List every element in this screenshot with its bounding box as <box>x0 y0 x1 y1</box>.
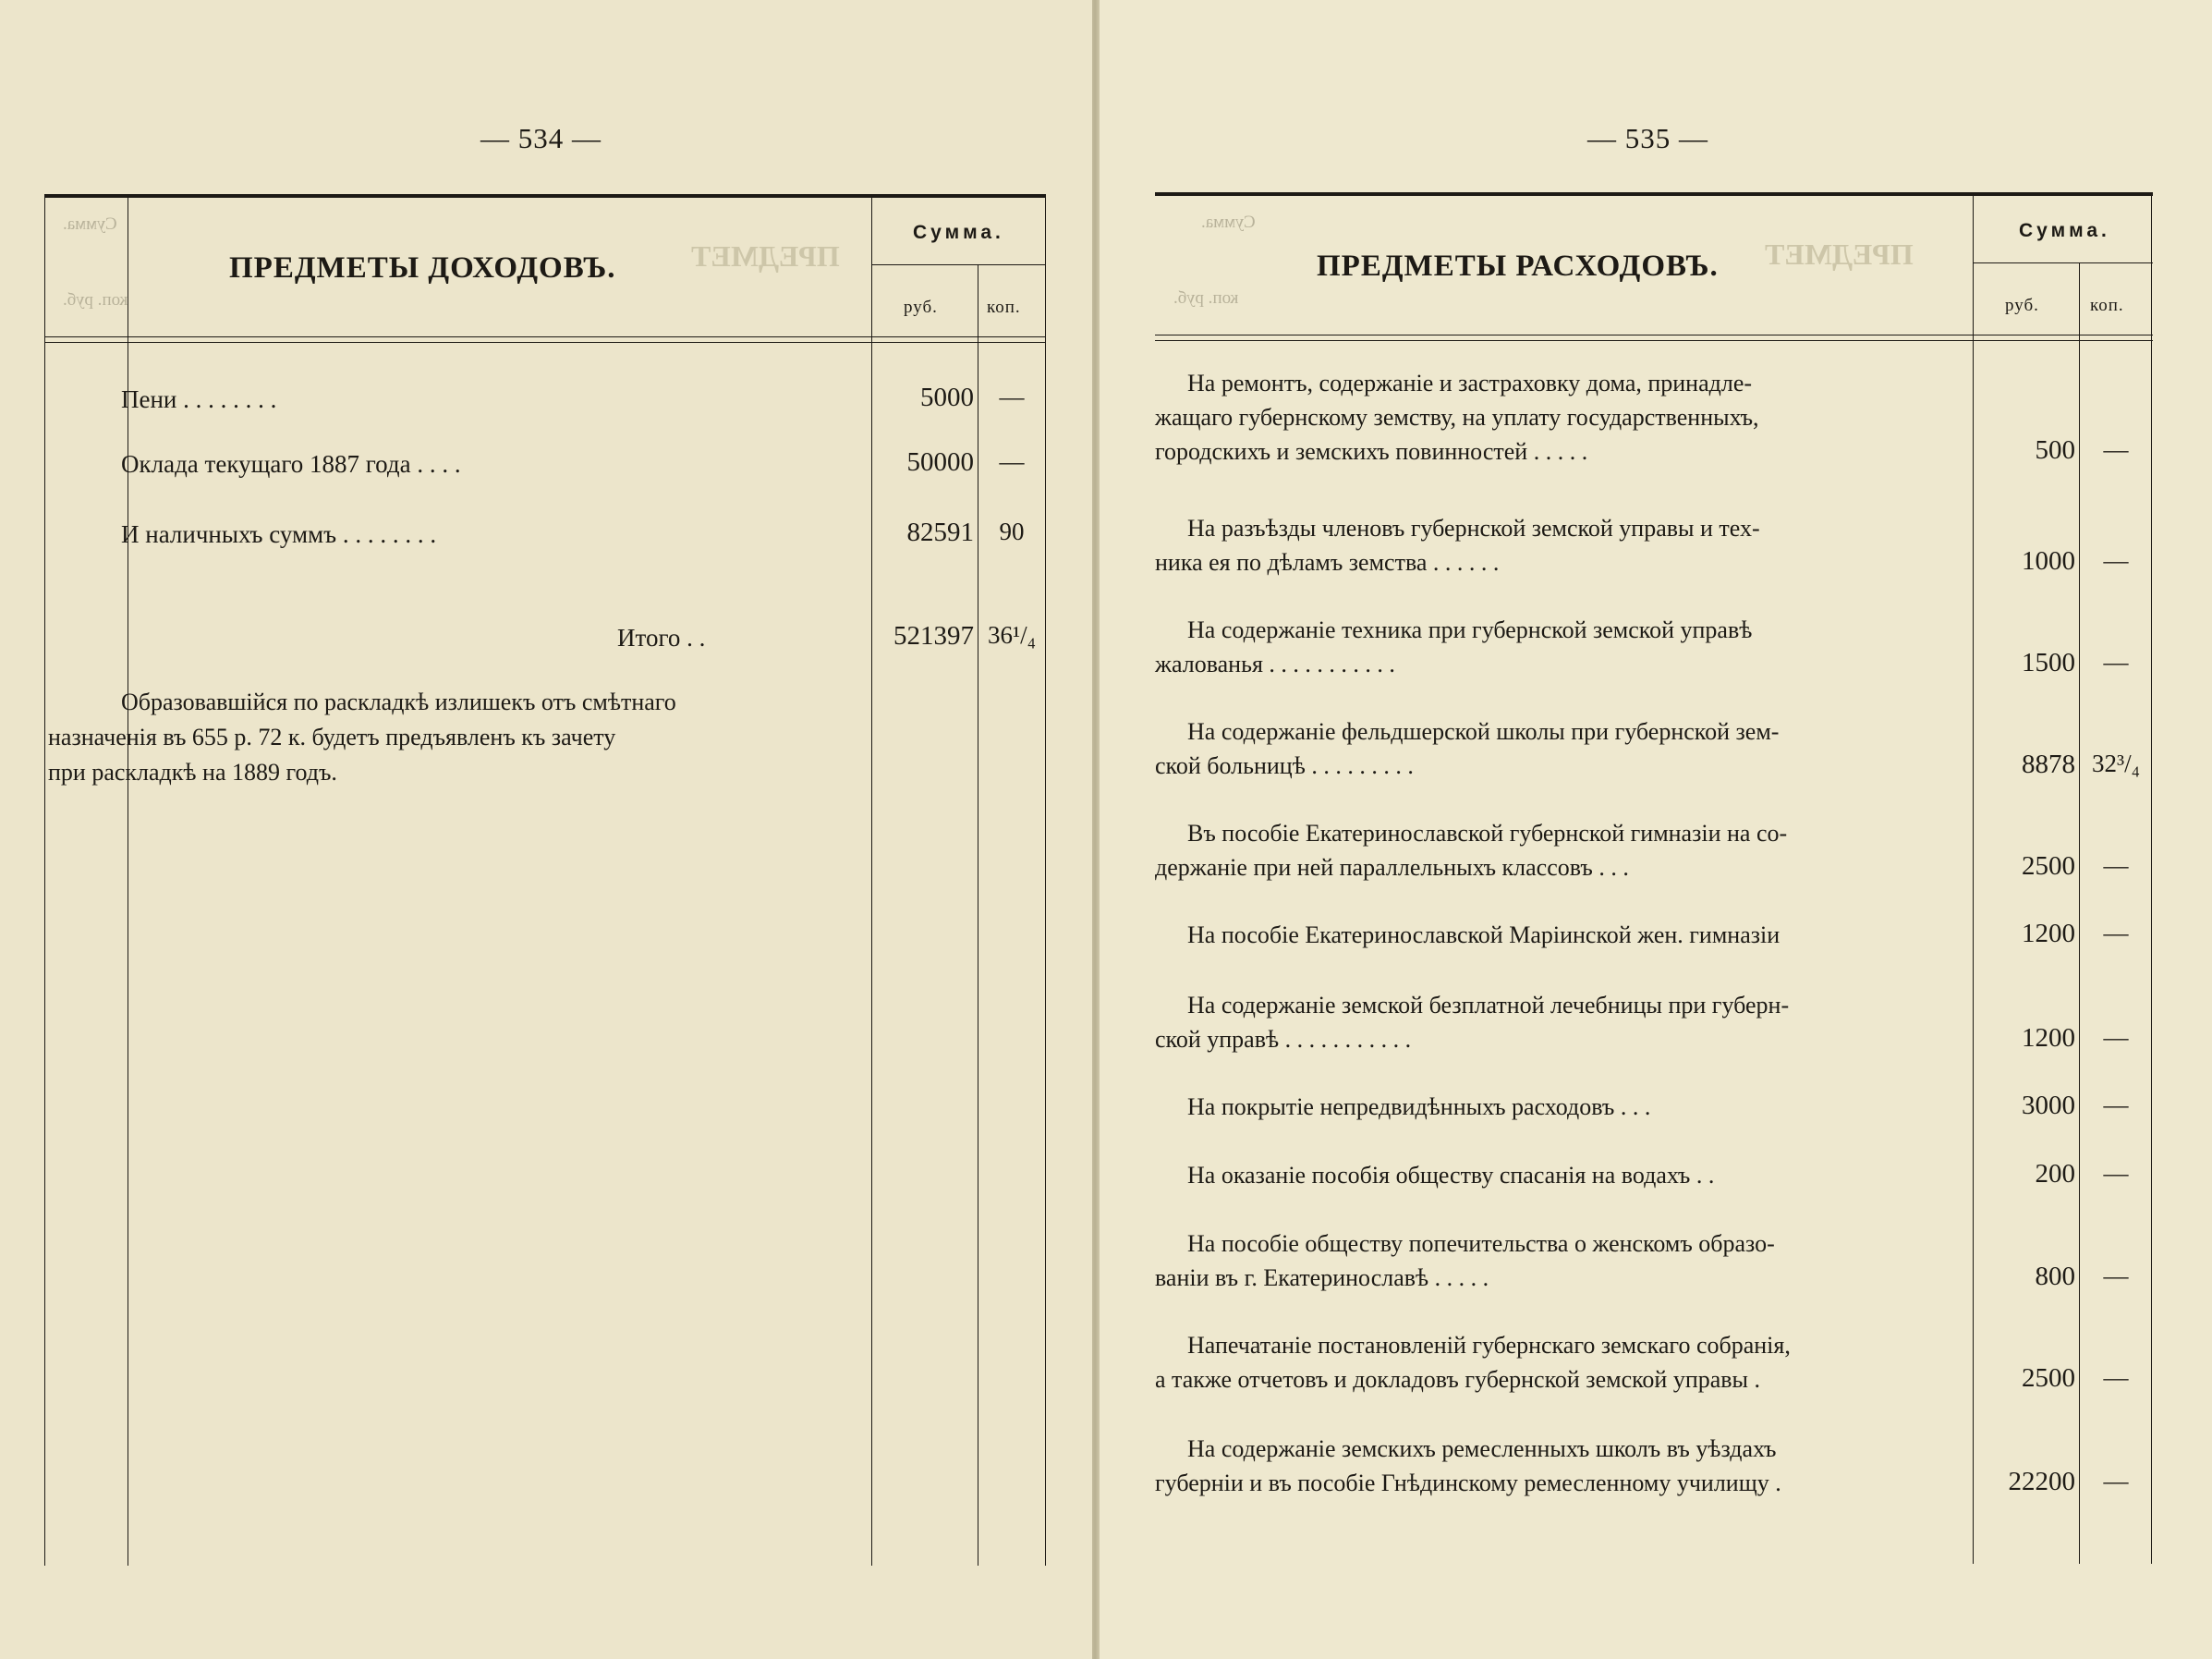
expense-table <box>1155 192 2153 1564</box>
income-row-kop: — <box>999 447 1025 475</box>
total-label: Итого . . <box>617 624 706 652</box>
page-number: — 535 — <box>1587 122 1708 154</box>
income-row-label: И наличныхъ суммъ . . . . . . . . <box>121 520 437 548</box>
kop-header: коп. <box>2090 296 2124 315</box>
note-line: назначенія въ 655 р. 72 к. будетъ предъявленъ къ зачету <box>48 724 616 750</box>
expense-kop: — <box>2103 919 2129 946</box>
expense-entry-line: На содержаніе техника при губернской земской управѣ <box>1187 616 1753 643</box>
expense-rub: 22200 <box>2008 1467 2075 1496</box>
left-page <box>0 0 1092 1659</box>
income-row-kop: — <box>999 383 1025 410</box>
income-table <box>44 194 1046 1566</box>
bleed-through: коп. руб. <box>63 290 128 310</box>
expense-entry-line: На содержаніе фельдшерской школы при губернской зем- <box>1187 718 1780 745</box>
expense-rub: 1200 <box>2022 919 2075 948</box>
expense-rub: 2500 <box>2022 1363 2075 1393</box>
expense-entry-line: На пособіе Екатеринославской Маріинской жен. гимназіи <box>1187 921 1781 948</box>
page-number: — 534 — <box>480 122 602 154</box>
rub-header: руб. <box>2005 296 2039 315</box>
income-row-label: Пени . . . . . . . . <box>121 385 277 413</box>
total-rub: 521397 <box>893 621 974 651</box>
rub-header: руб. <box>904 298 938 317</box>
expense-kop: — <box>2103 1091 2129 1118</box>
income-row-rub: 50000 <box>906 447 974 477</box>
expense-entry-line: ника ея по дѣламъ земства . . . . . . <box>1155 549 1500 576</box>
expense-entry-line: ской больницѣ . . . . . . . . . <box>1155 752 1414 779</box>
expense-entry-line: жалованья . . . . . . . . . . . <box>1155 651 1395 677</box>
expense-entry-line: На оказаніе пособія обществу спасанія на водахъ . . <box>1187 1162 1715 1189</box>
section-title: ПРЕДМЕТЫ РАСХОДОВЪ. <box>1317 250 1719 283</box>
expense-kop: 32³/₄ <box>2091 750 2140 777</box>
expense-rub: 800 <box>2035 1262 2075 1291</box>
bleed-through: Сумма. <box>63 214 117 234</box>
expense-entry-line: Въ пособіе Екатеринославской губернской гимназіи на со- <box>1187 820 1788 847</box>
expense-kop: — <box>2103 1262 2129 1289</box>
bleed-through: ПРЕДМЕТ <box>1765 238 1914 271</box>
bleed-through: ПРЕДМЕТ <box>691 239 840 273</box>
total-kop: 36¹/₄ <box>987 621 1036 649</box>
note-line: Образовавшійся по раскладкѣ излишекъ отъ смѣтнаго <box>121 689 676 715</box>
expense-rub: 500 <box>2035 435 2075 465</box>
expense-kop: — <box>2103 648 2129 676</box>
kop-header: коп. <box>987 298 1021 317</box>
expense-kop: — <box>2103 1363 2129 1391</box>
summa-header: Сумма. <box>2019 220 2110 241</box>
expense-rub: 2500 <box>2022 851 2075 881</box>
expense-entry-line: ваніи въ г. Екатеринославѣ . . . . . <box>1155 1264 1489 1291</box>
expense-entry-line: На содержаніе земской безплатной лечебницы при губерн- <box>1187 992 1790 1019</box>
expense-rub: 1500 <box>2022 648 2075 677</box>
bleed-through: Сумма. <box>1201 213 1256 232</box>
expense-entry-line: На пособіе обществу попечительства о женскомъ образо- <box>1187 1230 1775 1257</box>
expense-entry-line: Напечатаніе постановленій губернскаго земскаго собранія, <box>1187 1332 1791 1359</box>
income-row-rub: 82591 <box>906 518 974 547</box>
income-row-rub: 5000 <box>920 383 974 412</box>
expense-kop: — <box>2103 546 2129 574</box>
expense-rub: 1000 <box>2022 546 2075 576</box>
expense-kop: — <box>2103 1023 2129 1051</box>
expense-entry-line: держаніе при ней параллельныхъ классовъ . . . <box>1155 854 1629 881</box>
expense-entry-line: На покрытіе непредвидѣнныхъ расходовъ . . . <box>1187 1093 1651 1120</box>
expense-rub: 3000 <box>2022 1091 2075 1120</box>
expense-kop: — <box>2103 1467 2129 1494</box>
expense-entry-line: На содержаніе земскихъ ремесленныхъ школъ въ уѣздахъ <box>1187 1435 1777 1462</box>
expense-kop: — <box>2103 851 2129 879</box>
expense-kop: — <box>2103 435 2129 463</box>
bleed-through: коп. руб. <box>1173 288 1239 308</box>
summa-header: Сумма. <box>913 222 1004 243</box>
income-row-kop: 90 <box>999 518 1025 545</box>
expense-rub: 200 <box>2035 1159 2075 1189</box>
expense-kop: — <box>2103 1159 2129 1187</box>
expense-entry-line: жащаго губернскому земству, на уплату государственныхъ, <box>1155 404 1759 431</box>
section-title: ПРЕДМЕТЫ ДОХОДОВЪ. <box>229 251 616 285</box>
expense-rub: 1200 <box>2022 1023 2075 1053</box>
expense-rub: 8878 <box>2022 750 2075 779</box>
expense-entry-line: ской управѣ . . . . . . . . . . . <box>1155 1026 1412 1053</box>
income-row-label: Оклада текущаго 1887 года . . . . <box>121 450 461 478</box>
expense-entry-line: а также отчетовъ и докладовъ губернской земской управы . <box>1155 1366 1761 1393</box>
note-line: при раскладкѣ на 1889 годъ. <box>48 759 337 786</box>
expense-entry-line: На разъѣзды членовъ губернской земской управы и тех- <box>1187 515 1760 542</box>
expense-entry-line: На ремонтъ, содержаніе и застраховку дома, принадле- <box>1187 370 1753 396</box>
expense-entry-line: городскихъ и земскихъ повинностей . . . . . <box>1155 438 1588 465</box>
expense-entry-line: губерніи и въ пособіе Гнѣдинскому ремесленному училищу . <box>1155 1470 1781 1496</box>
